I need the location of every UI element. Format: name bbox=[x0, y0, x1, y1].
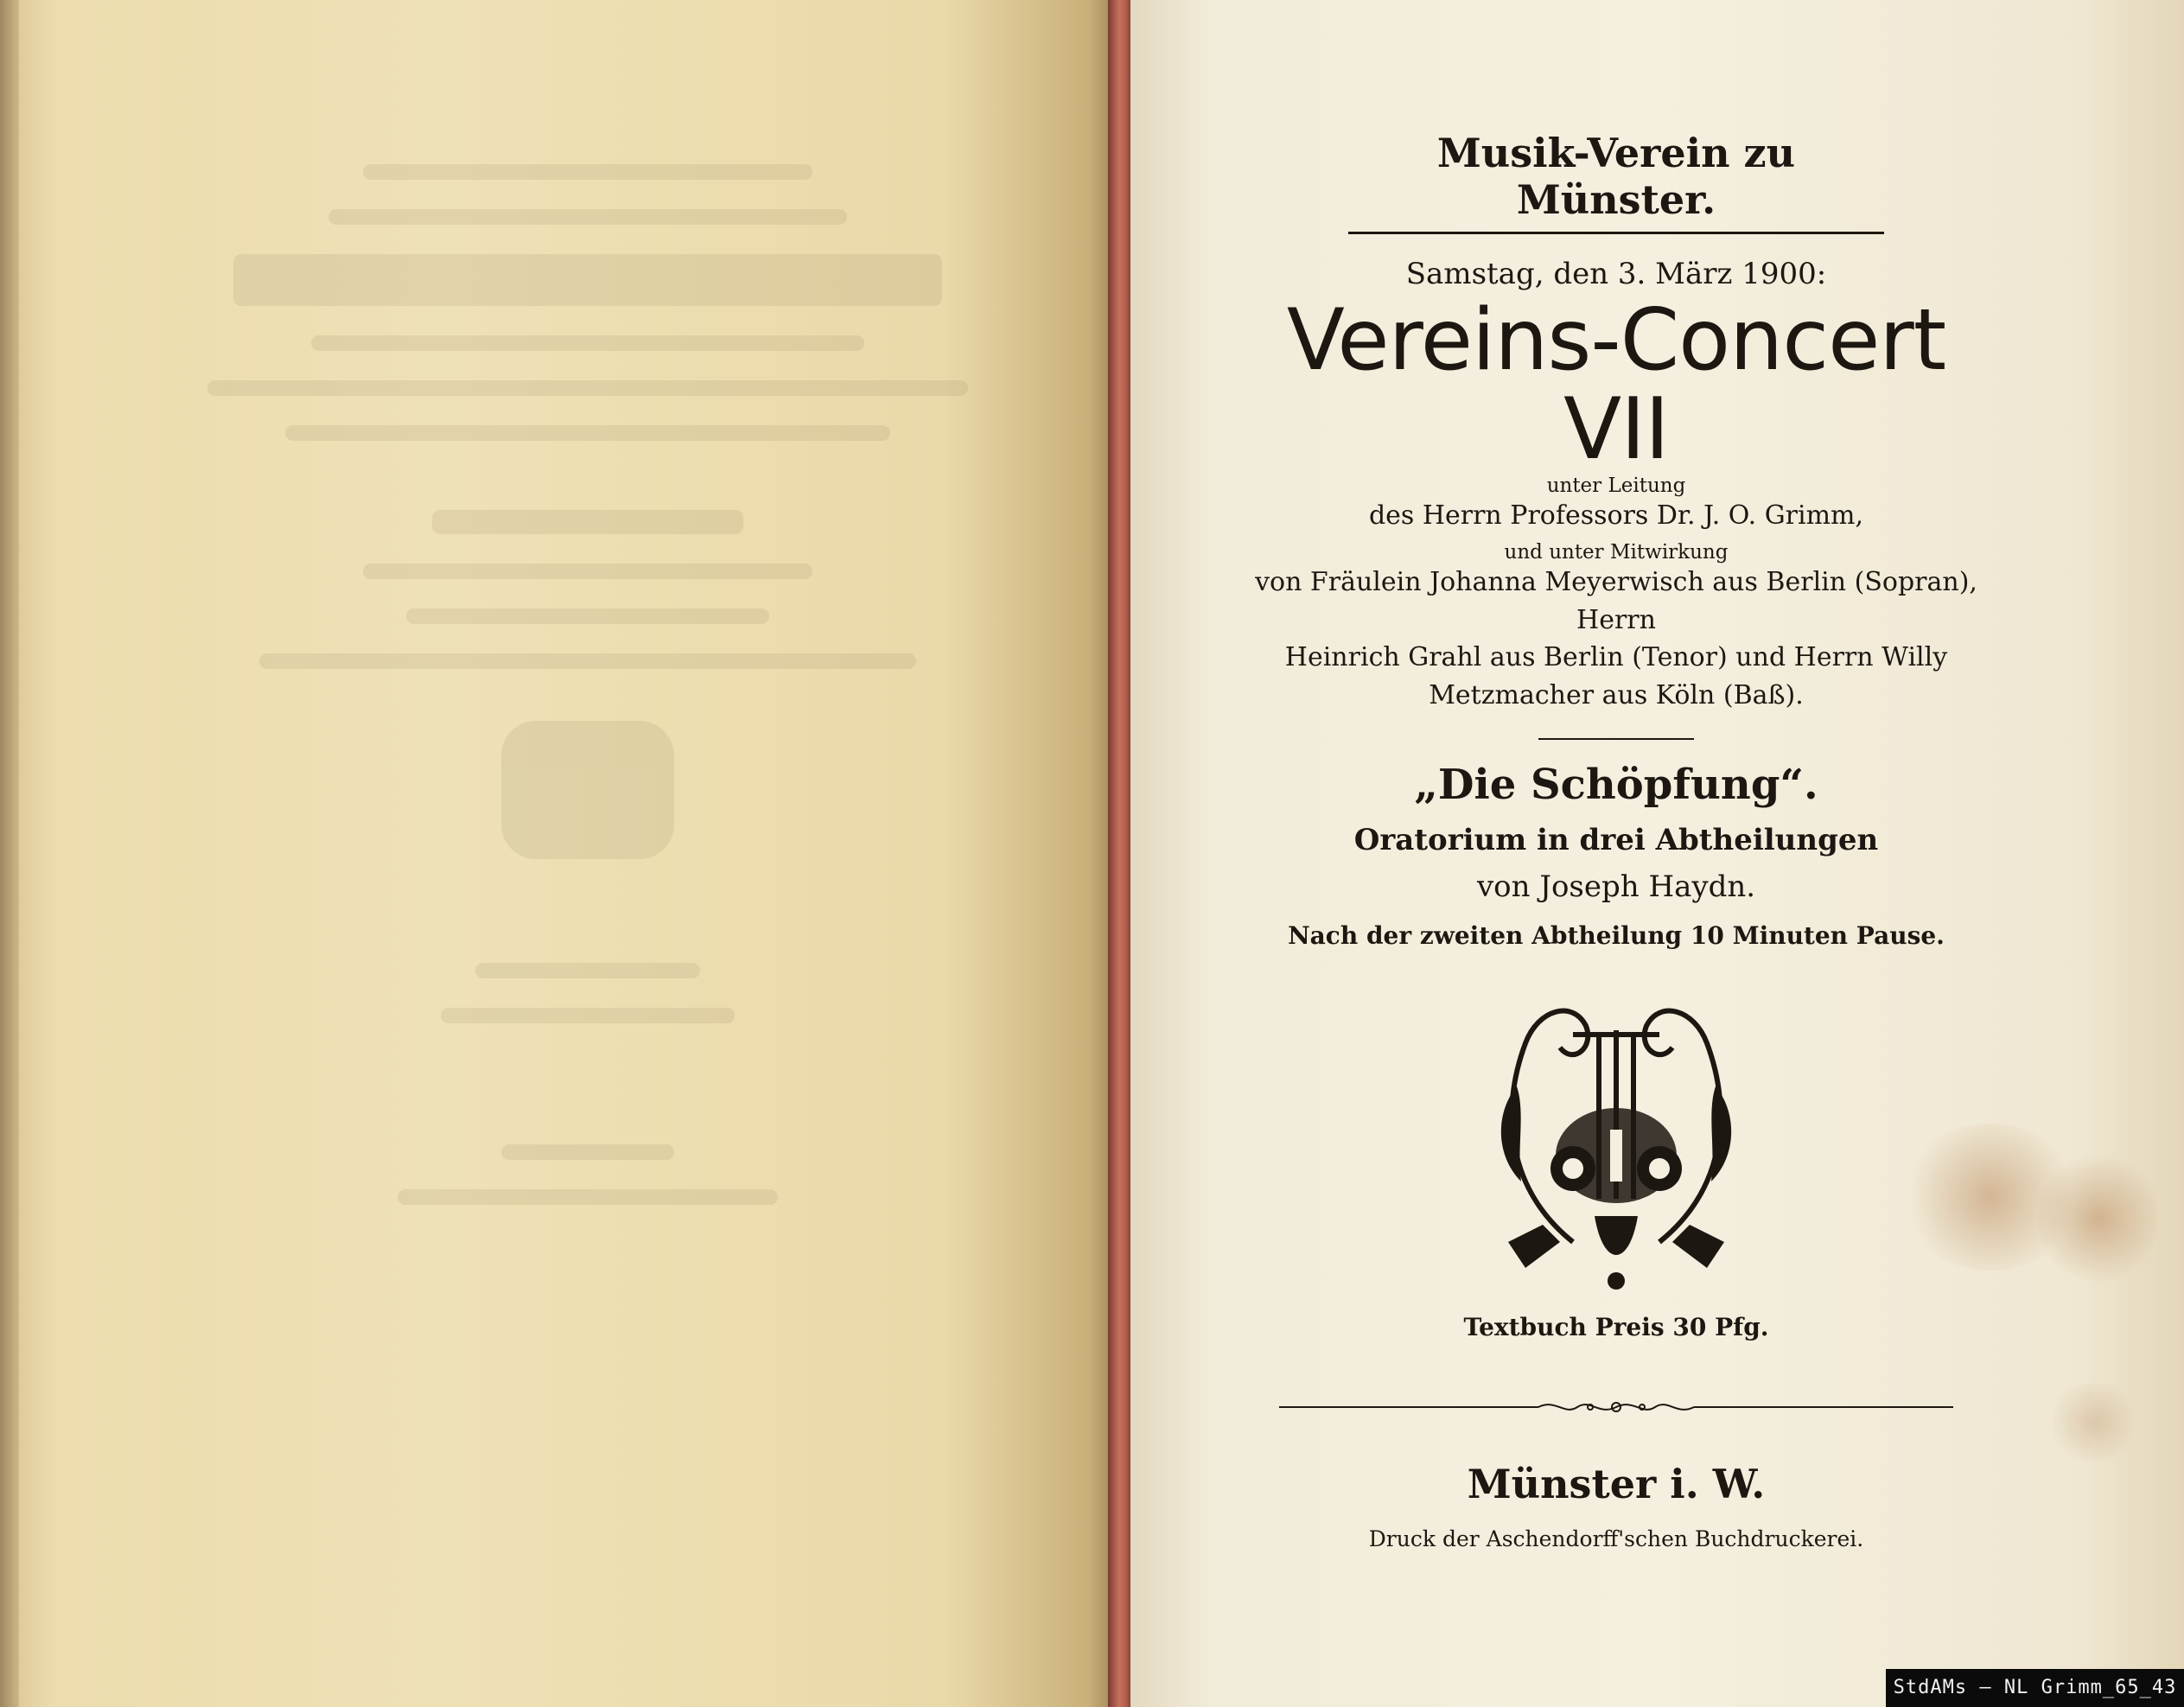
work-subtitle: Oratorium in drei Abtheilungen bbox=[1353, 823, 1879, 858]
ghost-emblem bbox=[501, 721, 674, 859]
participation-intro: und unter Mitwirkung bbox=[1504, 541, 1729, 564]
direction-intro: unter Leitung bbox=[1546, 474, 1686, 497]
concert-date: Samstag, den 3. März 1900: bbox=[1405, 257, 1827, 291]
pause-note: Nach der zweiten Abtheilung 10 Minuten Pause. bbox=[1288, 921, 1945, 951]
textbook-price: Textbuch Preis 30 Pfg. bbox=[1463, 1313, 1769, 1342]
ghost-line bbox=[441, 1008, 735, 1023]
left-page-edge bbox=[0, 0, 19, 1707]
rule-bar-left bbox=[1279, 1406, 1538, 1408]
archive-stamp: StdAMs – NL Grimm_65_43 bbox=[1886, 1669, 2184, 1707]
conductor-line: des Herrn Professors Dr. J. O. Grimm, bbox=[1368, 500, 1864, 531]
printer-line: Druck der Aschendorff'schen Buchdruckerei. bbox=[1368, 1526, 1864, 1552]
ghost-line bbox=[207, 380, 968, 396]
ghost-line bbox=[233, 254, 942, 306]
ghost-line bbox=[432, 510, 743, 534]
work-title: „Die Schöpfung“. bbox=[1414, 761, 1818, 810]
concert-title: Vereins-Concert VII bbox=[1286, 291, 1946, 479]
ornamental-rule bbox=[1279, 1398, 1953, 1416]
small-divider bbox=[1538, 729, 1694, 740]
ghost-line bbox=[311, 335, 864, 351]
ghost-line bbox=[398, 1189, 778, 1205]
performers-line-2: Heinrich Grahl aus Berlin (Tenor) und Herrn Willy bbox=[1284, 642, 1948, 673]
ornament-divider-icon bbox=[1538, 1398, 1694, 1416]
ghost-line bbox=[406, 608, 769, 624]
show-through-ghost bbox=[173, 130, 1003, 1513]
paper-stain bbox=[2047, 1383, 2142, 1461]
ghost-line bbox=[259, 653, 916, 669]
ghost-line bbox=[363, 164, 812, 180]
composer-line: von Joseph Haydn. bbox=[1476, 869, 1756, 905]
paper-stain bbox=[2038, 1150, 2159, 1288]
society-heading: Musik-Verein zu Münster. bbox=[1348, 130, 1884, 234]
ghost-line bbox=[285, 425, 890, 441]
title-page-content bbox=[1245, 130, 1988, 1551]
red-binding-spine bbox=[1108, 0, 1132, 1707]
lyre-emblem-icon bbox=[1491, 983, 1741, 1294]
rule-bar-right bbox=[1694, 1406, 1953, 1408]
ghost-line bbox=[363, 564, 812, 579]
performers-line-3: Metzmacher aus Köln (Baß). bbox=[1429, 679, 1804, 710]
performers-line-1: von Fräulein Johanna Meyerwisch aus Berlin (Sopran), Herrn bbox=[1255, 567, 1977, 635]
ghost-line bbox=[501, 1144, 674, 1160]
ghost-line bbox=[328, 209, 847, 225]
ghost-line bbox=[475, 963, 700, 978]
publication-city: Münster i. W. bbox=[1467, 1461, 1766, 1508]
